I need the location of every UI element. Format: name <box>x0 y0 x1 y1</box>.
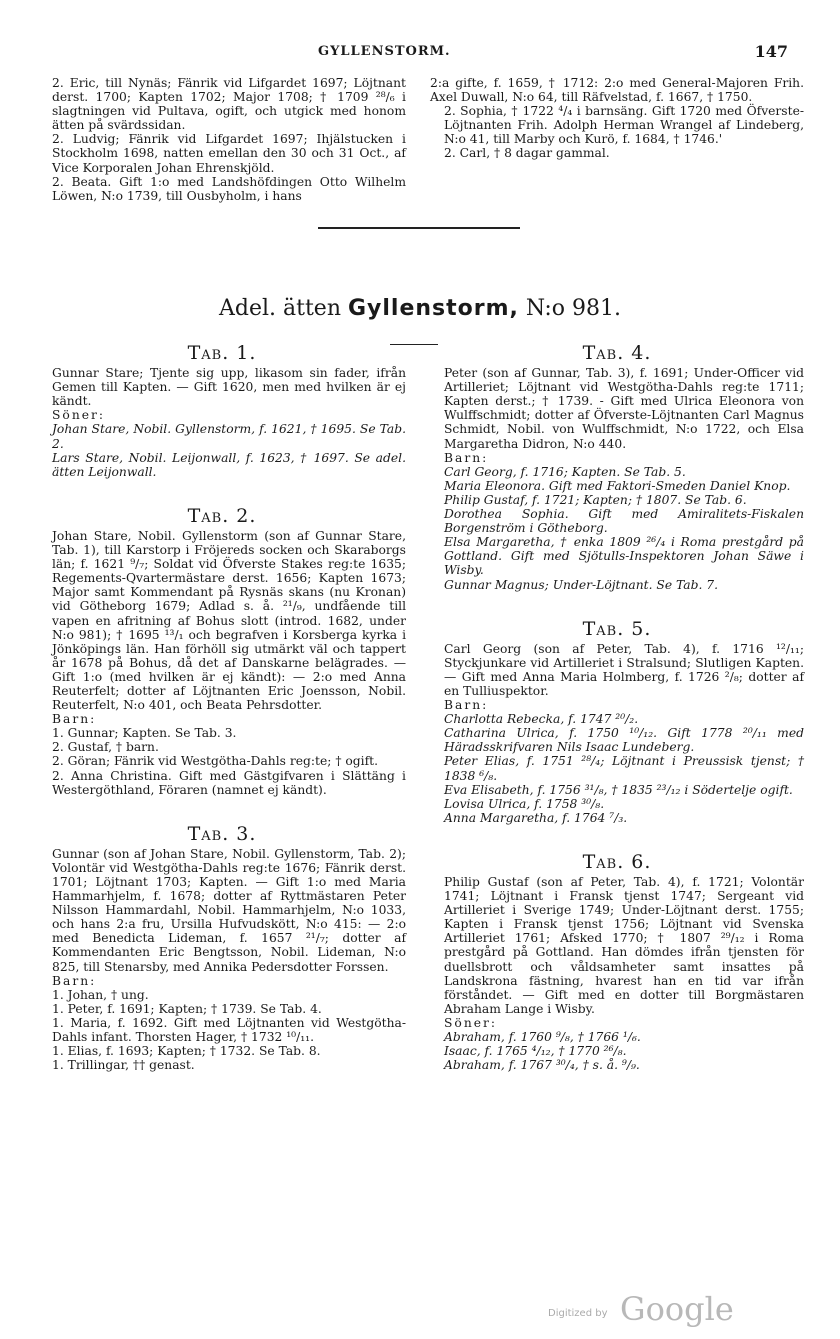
tab5-child-peter-elias: Peter Elias, f. 1751 ²⁸/₄; Löjtnant i Preussisk tjenst; † 1838 ⁶/₈. <box>444 754 804 783</box>
tab1-son-johan: Johan Stare, Nobil. Gyllenstorm, f. 1621, † 1695. Se Tab. 2. <box>52 422 406 451</box>
tab5-child-catharina: Catharina Ulrica, f. 1750 ¹⁰/₁₂. Gift 1778 ²⁰/₁₁ med Häradsskrifvaren Nils Isaac Lundeberg. <box>444 726 804 755</box>
tab5-children-label: Barn: <box>444 698 489 713</box>
section-divider <box>318 227 520 229</box>
tab3-children-label: Barn: <box>52 973 97 988</box>
entry-beata: 2. Beata. Gift 1:o med Landshöfdingen Otto Wilhelm Löwen, N:o 1739, till Ousbyholm, i hans <box>52 174 406 203</box>
tab1-sons-label: Söner: <box>52 408 106 423</box>
tab1-son-lars: Lars Stare, Nobil. Leijonwall, f. 1623, † 1697. Se adel. ätten Leijonwall. <box>52 450 406 479</box>
running-head <box>0 44 840 64</box>
tab1-heading: Tab. 1. <box>187 342 257 364</box>
tab2-child-gunnar: 1. Gunnar; Kapten. Se Tab. 3. <box>52 726 237 741</box>
tab5-child-lovisa: Lovisa Ulrica, f. 1758 ³⁰/₈. <box>444 796 605 811</box>
tab3-child-elias: 1. Elias, f. 1693; Kapten; † 1732. Se Tab. 8. <box>52 1044 321 1059</box>
tab2-children-label: Barn: <box>52 712 97 727</box>
house-title <box>0 296 840 321</box>
tab5-child-charlotta: Charlotta Rebecka, f. 1747 ²⁰/₂. <box>444 712 639 727</box>
tab3-child-maria: 1. Maria, f. 1692. Gift med Löjtnanten vid Westgötha-Dahls infant. Thorsten Hager, † 1732 ¹⁰/₁₁. <box>52 1015 406 1045</box>
tab3-child-trillingar: 1. Trillingar, †† genast. <box>52 1058 195 1073</box>
entry-sophia: 2. Sophia, † 1722 ⁴/₄ i barnsäng. Gift 1720 med Öfverste-Löjtnanten Frih. Adolph Herman Wrangel af Lindeberg, N:o 41, till Marby och Kurö, f. 1684, † 1746.' <box>444 104 804 147</box>
right-column <box>430 342 804 1073</box>
tab3-child-johan: 1. Johan, † ung. <box>52 987 149 1002</box>
google-watermark <box>548 1290 798 1330</box>
tab4-children-label: Barn: <box>444 450 489 465</box>
tab4-child-philip-gustaf: Philip Gustaf, f. 1721; Kapten; † 1807. Se Tab. 6. <box>444 492 747 507</box>
continuation-left <box>38 76 406 203</box>
tab2-child-goran: 2. Göran; Fänrik vid Westgötha-Dahls reg:te; † ogift. <box>52 754 378 769</box>
google-logo: Google <box>620 1290 734 1328</box>
tab3-entry: Gunnar (son af Johan Stare, Nobil. Gyllenstorm, Tab. 2); Volontär vid Westgötha-Dahls reg:te 1676; Fänrik derst. 1701; Löjtnant 1703; Kapten. — Gift 1:o med Maria Hammarhjelm, f. 1678; dotter af Ryttmästaren Peter Nilsson Hammardahl, Nobil. Hammarhjelm, N:o 1033, och hans 2:a fru, Ursilla Hufvudskött, N:o 415: — 2:o med Benedicta Lideman, f. 1657 ²¹/₇; dotter af Kommendanten Eric Bengtsson, Nobil. Lideman, N:o 825, till Stenarsby, med Annika Pedersdotter Forssen. <box>52 846 406 974</box>
tab6-sons-label: Söner: <box>444 1015 498 1030</box>
tab5-heading: Tab. 5. <box>582 617 652 640</box>
running-title: GYLLENSTORM. <box>318 44 451 59</box>
tab2-child-anna: 2. Anna Christina. Gift med Gästgifvaren i Slättäng i Westergöthland, Föraren (namnet ej kändt). <box>52 768 406 797</box>
tab2-child-gustaf: 2. Gustaf, † barn. <box>52 740 159 755</box>
tab5-child-anna-margaretha: Anna Margaretha, f. 1764 ⁷/₃. <box>444 810 628 825</box>
tab6-son-abraham-1: Abraham, f. 1760 ⁹/₈, † 1766 ¹/₆. <box>444 1030 641 1045</box>
tab6-entry: Philip Gustaf (son af Peter, Tab. 4), f. 1721; Volontär 1741; Löjtnant i Fransk tjenst 1747; Sergeant vid Artilleriet i Sverige 1749; Under-Löjtnant derst. 1755; Kapten i Fransk tjenst 1756; Löjtnant vid Svenska Artilleriet 1761; Afsked 1770; † 1807 ²⁹/₁₂ i Roma prestgård på Gottland. Han dömdes ifrån tjensten för duellsbrott och våldsamheter samt insattes på Landskrona fästning, hvarest han en tid var ifrån förståndet. — Gift med en dotter till Borgmästaren Abraham Lange i Wisby. <box>444 875 804 1016</box>
tab5-child-eva: Eva Elisabeth, f. 1756 ³¹/₈, † 1835 ²³/₁₂ i Södertelje ogift. <box>444 782 793 797</box>
tab6-son-abraham-2: Abraham, f. 1767 ³⁰/₄, † s. å. ⁹/₉. <box>444 1058 640 1073</box>
tab6-heading: Tab. 6. <box>582 850 652 873</box>
tab4-child-dorothea: Dorothea Sophia. Gift med Amiralitets-Fiskalen Borgenström i Götheborg. <box>444 507 804 536</box>
page-number: 147 <box>754 42 788 61</box>
tab2-heading: Tab. 2. <box>187 504 257 527</box>
digitized-by-text: Digitized by <box>548 1308 608 1319</box>
house-number: N:o 981. <box>525 296 622 321</box>
title-rule <box>390 344 438 345</box>
entry-carl: 2. Carl, † 8 dagar gammal. <box>444 146 610 161</box>
tab4-child-elsa: Elsa Margaretha, † enka 1809 ²⁶/₄ i Roma prestgård på Gottland. Gift med Sjötulls-Inspektoren Johan Säwe i Wisby. <box>444 535 804 578</box>
house-name: Gyllenstorm, <box>347 296 519 321</box>
tab3-child-peter: 1. Peter, f. 1691; Kapten; † 1739. Se Tab. 4. <box>52 1001 322 1016</box>
tab4-child-carl-georg: Carl Georg, f. 1716; Kapten. Se Tab. 5. <box>444 464 686 479</box>
tab2-entry: Johan Stare, Nobil. Gyllenstorm (son af Gunnar Stare, Tab. 1), till Karstorp i Fröjereds socken och Skaraborgs län; f. 1621 ⁹/₇; Soldat vid Öfverste Stakes reg:te 1635; Regements-Qvartermästare derst. 1656; Kapten 1673; Major samt Kommendant på Rysnäs skans (nu Kronan) vid Götheborg 1679; Adlad s. å. ²¹/₉, undfående till vapen en afritning af Bohus slott (introd. 1682, under N:o 981); † 1695 ¹³/₁ och begrafven i Korsberga kyrka i Jönköpings län. Han förhöll sig utmärkt väl och tappert år 1678 på Bohus, då det af Danskarne belägrades. — Gift 1:o (med hvilken är ej kändt): — 2:o med Anna Reuterfelt; dotter af Löjtnanten Eric Joensson, Nobil. Reuterfelt, N:o 401, och Beata Pehrsdotter. <box>52 528 406 713</box>
entry-ludvig: 2. Ludvig; Fänrik vid Lifgardet 1697; Ihjälstucken i Stockholm 1698, natten emellan den 30 och 31 Oct., af Vice Korporalen Johan Ehrenskjöld. <box>52 132 406 175</box>
tab1-entry: Gunnar Stare; Tjente sig upp, likasom sin fader, ifrån Gemen till Kapten. — Gift 1620, men med hvilken är ej kändt. <box>52 366 406 409</box>
tab4-heading: Tab. 4. <box>582 342 652 364</box>
tab5-entry: Carl Georg (son af Peter, Tab. 4), f. 1716 ¹²/₁₁; Styckjunkare vid Artilleriet i Stralsund; Slutligen Kapten. — Gift med Anna Maria Holmberg, f. 1726 ²/₈; dotter af en Tulliuspektor. <box>444 641 804 698</box>
continuation-right <box>430 76 804 161</box>
entry-eric: 2. Eric, till Nynäs; Fänrik vid Lifgardet 1697; Löjtnant derst. 1700; Kapten 1702; Major 1708; † 1709 ²⁸/₆ i slagtningen vid Pultava, ogift, och utgick med honom ätten på svärdssidan. <box>52 76 406 133</box>
left-column <box>38 342 406 1073</box>
entry-beata-cont: 2:a gifte, f. 1659, † 1712: 2:o med General-Majoren Frih. Axel Duwall, N:o 64, till Räfvelstad, f. 1667, † 1750. <box>430 76 804 105</box>
house-title-prefix: Adel. ätten <box>218 296 341 321</box>
tab4-entry: Peter (son af Gunnar, Tab. 3), f. 1691; Under-Officer vid Artilleriet; Löjtnant vid Westgötha-Dahls reg:te 1711; Kapten derst.; † 1739. - Gift med Ulrica Eleonora von Wulffschmidt; dotter af Öfverste-Löjtnanten Carl Magnus Schmidt, Nobil. von Wulffschmidt, N:o 1722, och Elsa Margaretha Didron, N:o 440. <box>444 366 804 451</box>
tab6-son-isaac: Isaac, f. 1765 ⁴/₁₂, † 1770 ²⁶/₈. <box>444 1044 627 1059</box>
tab4-child-gunnar-magnus: Gunnar Magnus; Under-Löjtnant. Se Tab. 7. <box>444 577 719 592</box>
tab4-child-maria-eleonora: Maria Eleonora. Gift med Faktori-Smeden Daniel Knop. <box>444 478 791 493</box>
tab3-heading: Tab. 3. <box>187 822 257 845</box>
